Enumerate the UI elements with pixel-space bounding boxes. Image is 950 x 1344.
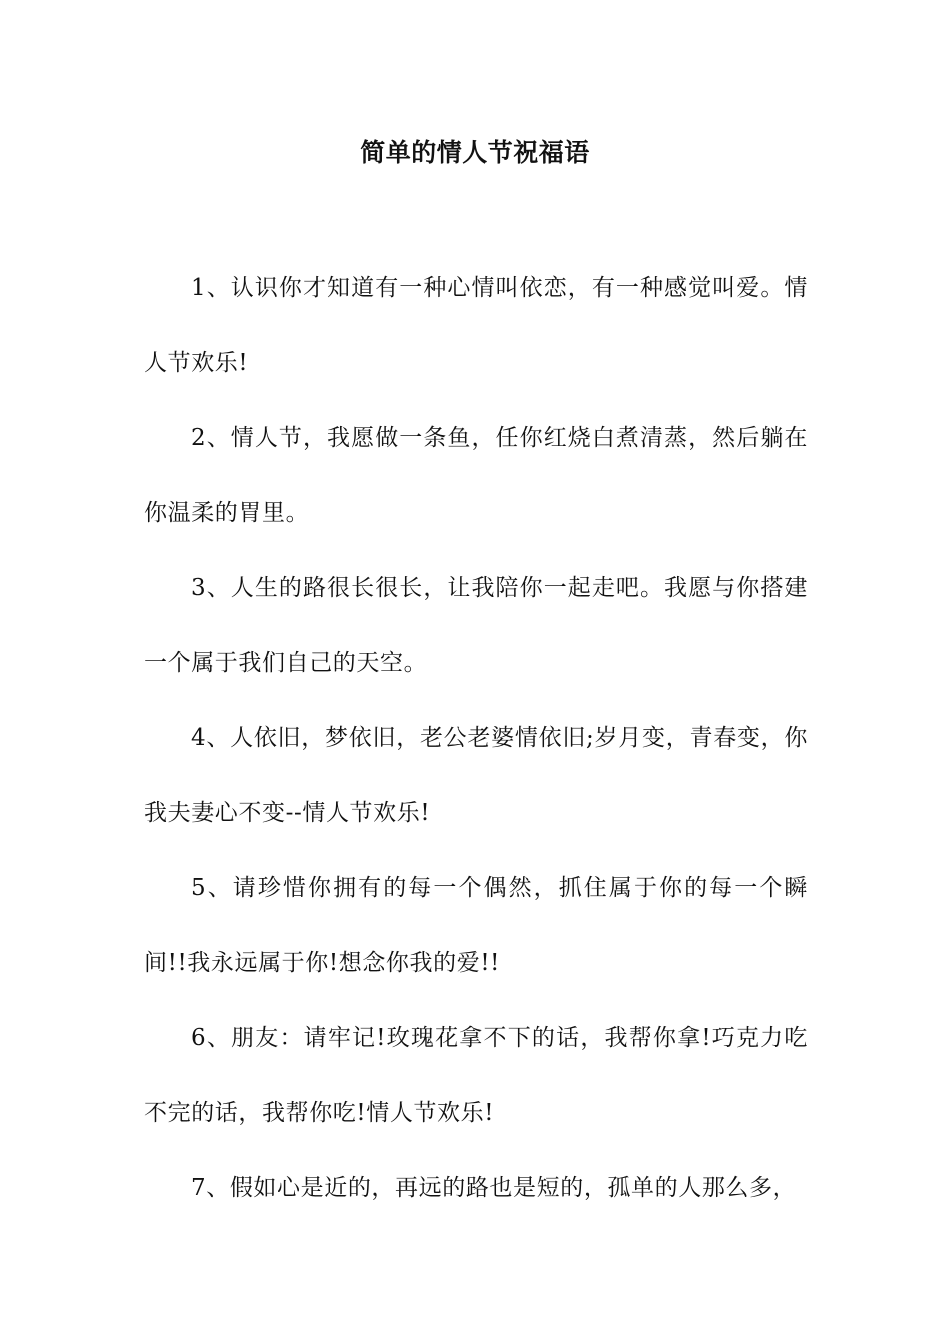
paragraph-2: 2、情人节，我愿做一条鱼，任你红烧白煮清蒸，然后躺在你温柔的胃里。 [144,425,808,526]
paragraph-3: 3、人生的路很长很长，让我陪你一起走吧。我愿与你搭建一个属于我们自己的天空。 [144,575,808,676]
document-title: 简单的情人节祝福语 [360,138,590,167]
document-body [144,251,808,1226]
paragraph-5: 5、请珍惜你拥有的每一个偶然，抓住属于你的每一个瞬间!!我永远属于你!想念你我的爱!! [144,875,808,976]
paragraph-7: 7、假如心是近的，再远的路也是短的，孤单的人那么多， [191,1175,797,1201]
paragraph-1: 1、认识你才知道有一种心情叫依恋，有一种感觉叫爱。情人节欢乐! [144,275,808,376]
paragraph-6: 6、朋友：请牢记!玫瑰花拿不下的话，我帮你拿!巧克力吃不完的话，我帮你吃!情人节欢乐! [144,1025,808,1126]
paragraph-4: 4、人依旧，梦依旧，老公老婆情依旧;岁月变，青春变，你我夫妻心不变--情人节欢乐! [144,725,808,826]
